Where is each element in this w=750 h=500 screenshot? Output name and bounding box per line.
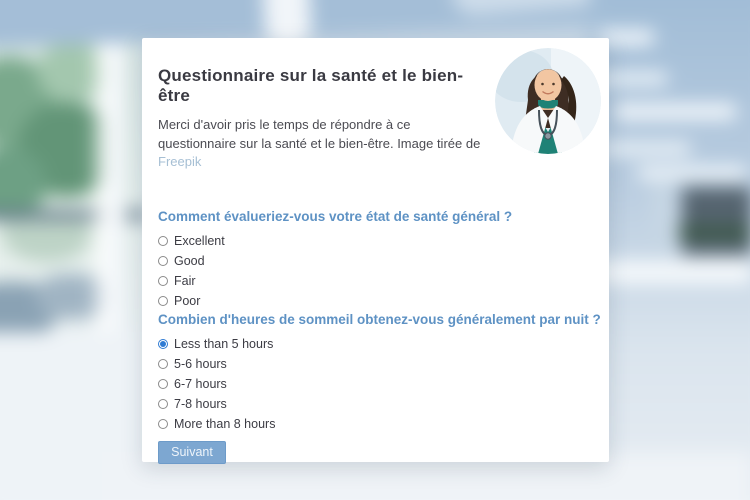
radio-option-good[interactable] (158, 251, 601, 271)
question-health-general (158, 208, 601, 311)
question-sleep-hours (158, 311, 601, 434)
radio-button[interactable] (158, 359, 168, 369)
option-label: Excellent (174, 233, 225, 248)
question-title: Comment évalueriez-vous votre état de santé général ? (158, 208, 513, 224)
radio-option-fair[interactable] (158, 271, 601, 291)
radio-option-6-7-hours[interactable] (158, 374, 601, 394)
option-label: Poor (174, 293, 201, 308)
radio-button[interactable] (158, 236, 168, 246)
radio-button[interactable] (158, 276, 168, 286)
radio-button[interactable] (158, 256, 168, 266)
radio-button[interactable] (158, 379, 168, 389)
radio-button[interactable] (158, 296, 168, 306)
next-button[interactable]: Suivant (158, 441, 226, 464)
radio-option-poor[interactable] (158, 291, 601, 311)
radio-option-7-8-hours[interactable] (158, 394, 601, 414)
radio-option-more-than-8-hours[interactable] (158, 414, 601, 434)
doctor-photo (495, 48, 601, 154)
radio-option-excellent[interactable] (158, 231, 601, 251)
question-title: Combien d'heures de sommeil obtenez-vous généralement par nuit ? (158, 311, 601, 327)
option-label: Fair (174, 273, 196, 288)
intro-text (158, 116, 488, 172)
card-header (158, 48, 601, 172)
radio-button[interactable] (158, 419, 168, 429)
radio-button[interactable] (158, 399, 168, 409)
radio-option-5-6-hours[interactable] (158, 354, 601, 374)
option-label: 6-7 hours (174, 376, 227, 391)
questions-section (158, 208, 601, 434)
radio-option-less-than-5-hours[interactable] (158, 334, 601, 354)
radio-button[interactable] (158, 339, 168, 349)
page-title: Questionnaire sur la santé et le bien-être (158, 66, 464, 105)
intro-line: questionnaire sur la santé et le bien-être. Image tirée de (158, 135, 481, 151)
option-label: 7-8 hours (174, 396, 227, 411)
option-label: 5-6 hours (174, 356, 227, 371)
option-label: Less than 5 hours (174, 336, 274, 351)
freepik-link[interactable]: Freepik (158, 154, 202, 169)
intro-line: Merci d'avoir pris le temps de répondre à ce (158, 117, 411, 132)
doctor-photo-illustration (495, 48, 601, 154)
option-label: More than 8 hours (174, 416, 276, 431)
questionnaire-card (142, 38, 609, 462)
option-label: Good (174, 253, 205, 268)
